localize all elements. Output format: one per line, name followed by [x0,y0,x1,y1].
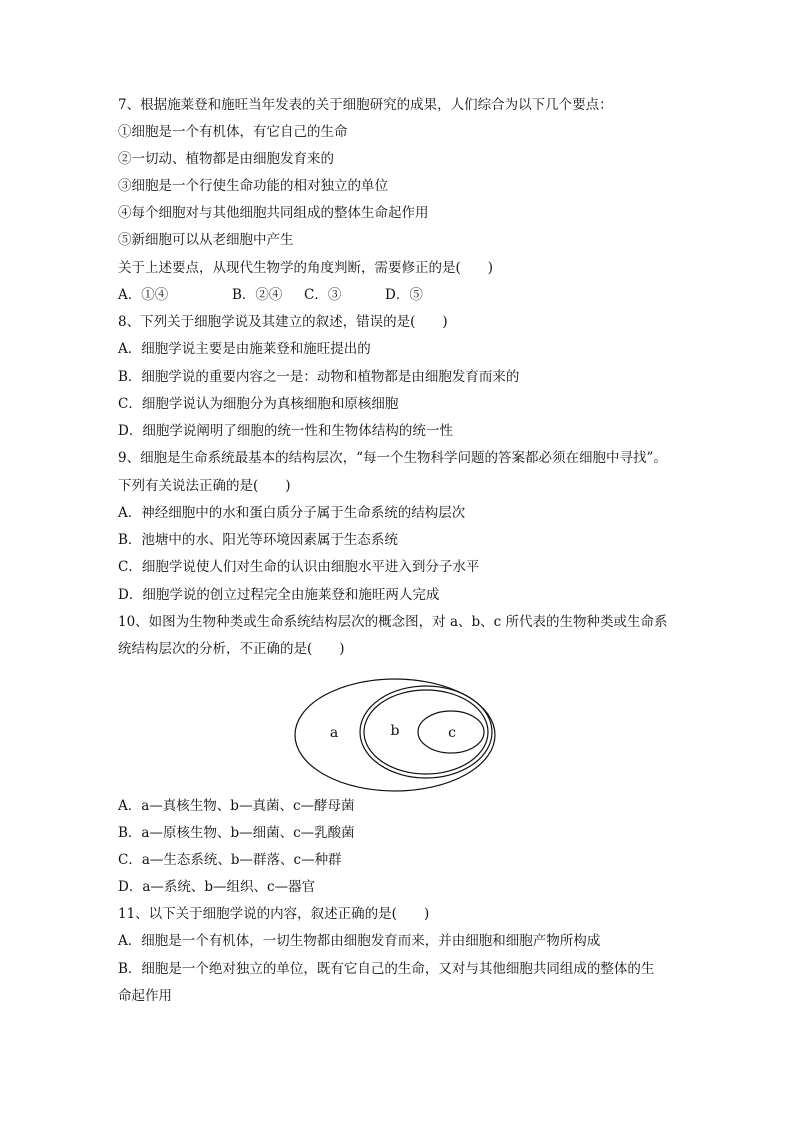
q8-option-c: C．细胞学说认为细胞分为真核细胞和原核细胞 [118,396,399,412]
q9-option-a: A．神经细胞中的水和蛋白质分子属于生命系统的结构层次 [118,505,466,521]
q10-stem-line-1: 10、如图为生物种类或生命系统结构层次的概念图，对 a、b、c 所代表的生物种类或生命系 [118,614,668,630]
ellipse-b-outer [360,686,492,778]
q10-stem-line-2: 统结构层次的分析，不正确的是( ) [118,641,345,657]
q11-stem: 11、以下关于细胞学说的内容，叙述正确的是( ) [118,906,430,922]
label-c: c [448,725,456,741]
q7-point-5: ⑤新细胞可以从老细胞中产生 [118,232,294,248]
q11-option-a: A．细胞是一个有机体，一切生物都由细胞发育而来，并由细胞和细胞产物所构成 [118,933,601,949]
concept-diagram [292,676,502,794]
q10-option-d: D．a—系统、b—组织、c—器官 [118,879,316,895]
q9-stem-line-1: 9、细胞是生命系统最基本的结构层次，“每一个生物科学问题的答案都必须在细胞中寻找”。 [118,450,667,466]
q8-stem: 8、下列关于细胞学说及其建立的叙述，错误的是( ) [118,314,448,330]
q9-option-c: C．细胞学说使人们对生命的认识由细胞水平进入到分子水平 [118,559,480,575]
q10-option-a: A．a—真核生物、b—真菌、c—酵母菌 [118,798,355,814]
q9-stem-line-2: 下列有关说法正确的是( ) [118,478,291,494]
q7-point-3: ③细胞是一个行使生命功能的相对独立的单位 [118,178,388,194]
q7-point-4: ④每个细胞对与其他细胞共同组成的整体生命起作用 [118,205,429,221]
q11-option-b-continued: 命起作用 [118,988,172,1004]
q7-point-2: ②一切动、植物都是由细胞发育来的 [118,151,334,167]
q7-question: 关于上述要点，从现代生物学的角度判断，需要修正的是( ) [118,260,494,276]
q8-option-b: B．细胞学说的重要内容之一是：动物和植物都是由细胞发育而来的 [118,369,520,385]
q9-option-d: D．细胞学说的创立过程完全由施莱登和施旺两人完成 [118,587,440,603]
q7-option-d: D．⑤ [385,287,423,303]
q7-option-a: A．①④ [118,287,169,303]
q10-option-b: B．a—原核生物、b—细菌、c—乳酸菌 [118,825,355,841]
label-b: b [390,723,400,739]
q7-option-c: C．③ [304,287,342,303]
q8-option-a: A．细胞学说主要是由施莱登和施旺提出的 [118,341,371,357]
q8-option-d: D．细胞学说阐明了细胞的统一性和生物体结构的统一性 [118,423,453,439]
ellipse-b-inner [364,690,488,774]
q7-point-1: ①细胞是一个有机体，有它自己的生命 [118,124,348,140]
q9-option-b: B．池塘中的水、阳光等环境因素属于生态系统 [118,532,398,548]
q7-option-b: B．②④ [232,287,283,303]
label-a: a [329,725,339,741]
q11-option-b: B．细胞是一个绝对独立的单位，既有它自己的生命，又对与其他细胞共同组成的整体的生 [118,961,655,977]
q7-stem: 7、根据施莱登和施旺当年发表的关于细胞研究的成果，人们综合为以下几个要点： [118,97,613,113]
q10-option-c: C．a—生态系统、b—群落、c—种群 [118,852,342,868]
